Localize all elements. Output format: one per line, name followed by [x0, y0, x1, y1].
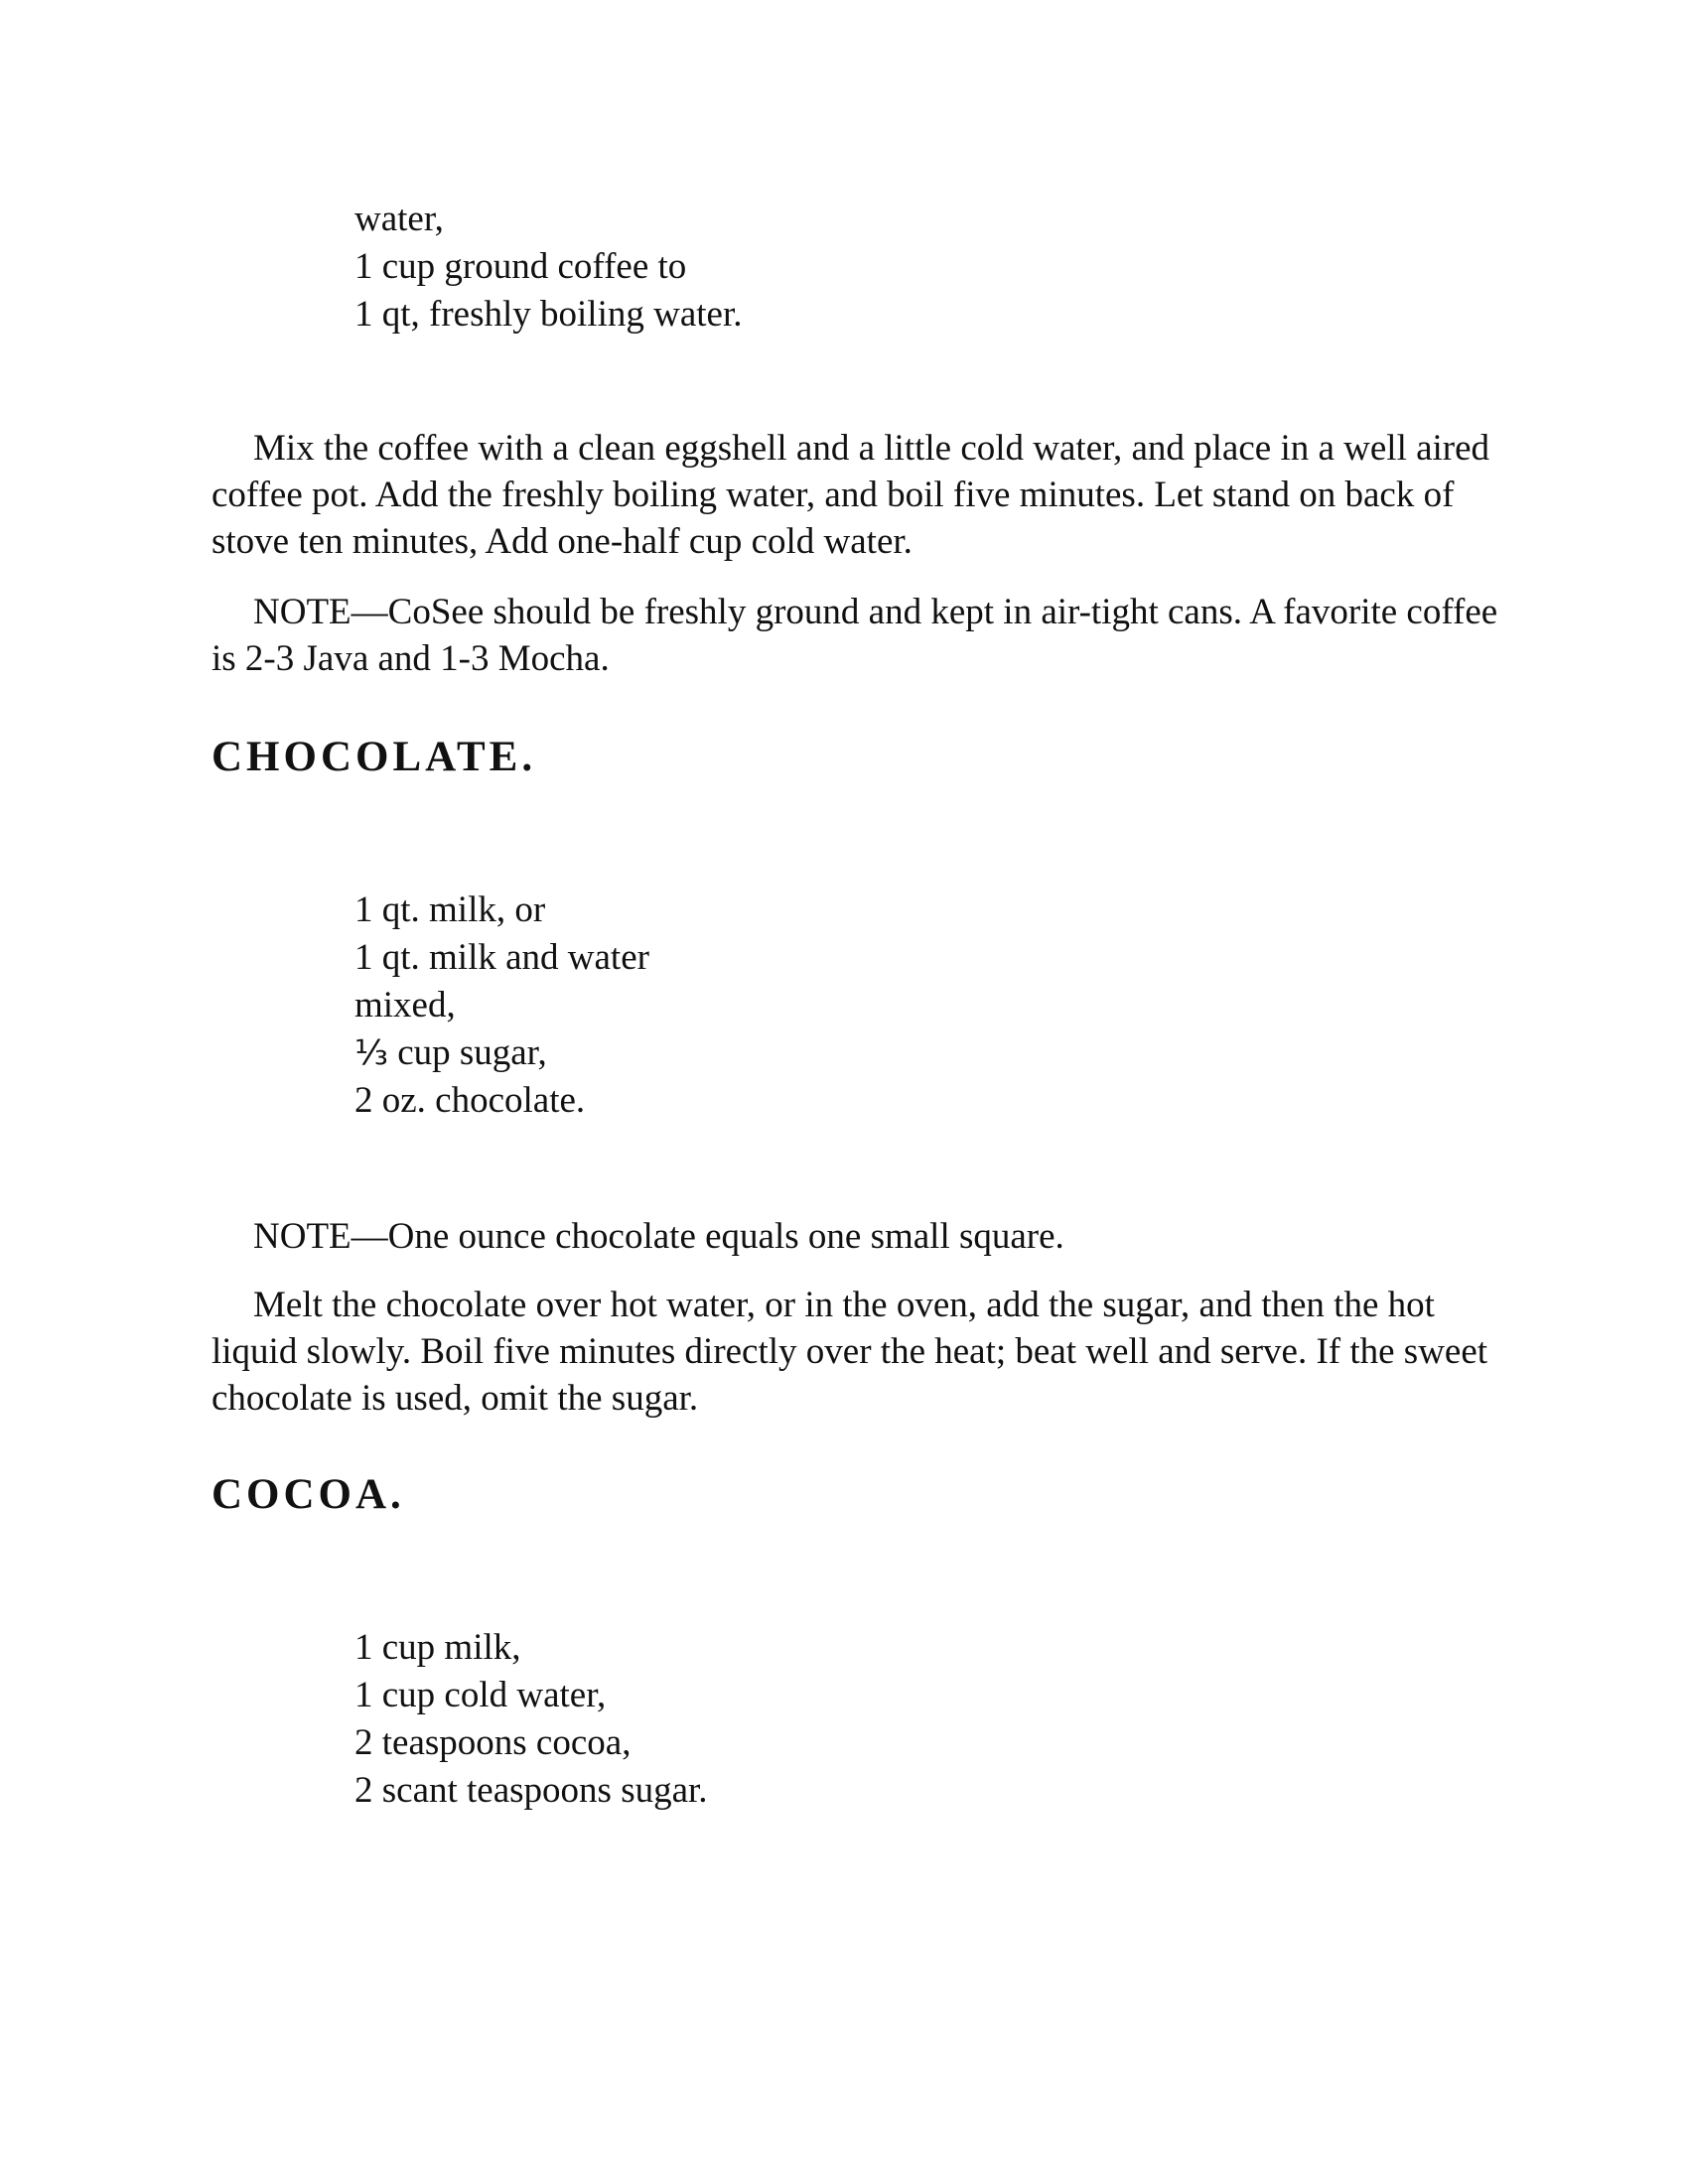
coffee-instructions: Mix the coffee with a clean eggshell and a little cold water, and place in a well aired coffee pot. Add the freshly boiling water, and boil five minutes. Let stand on back of stove ten minutes, Add one-half cup cold water. — [211, 428, 1490, 562]
chocolate-note: NOTE—One ounce chocolate equals one small square. — [253, 1216, 1064, 1257]
one-third-fraction: ⅓ — [354, 1033, 388, 1073]
ingredient-line: 1 qt, freshly boiling water. — [354, 294, 743, 335]
ingredient-line: water, — [354, 199, 444, 239]
ingredient-text: cup sugar, — [387, 1032, 547, 1073]
ingredient-line: 1 cup ground coffee to — [354, 246, 687, 287]
coffee-ingredient-list — [354, 196, 743, 339]
ingredient-line: 2 oz. chocolate. — [354, 1080, 586, 1121]
chocolate-ingredient-list — [354, 887, 649, 1125]
chocolate-instructions: Melt the chocolate over hot water, or in the oven, add the sugar, and then the hot liquid slowly. Boil five minutes directly over the heat; beat well and serve. If the sweet chocolate is used, omit the sugar. — [211, 1285, 1488, 1419]
ingredient-line: 2 teaspoons cocoa, — [354, 1722, 632, 1763]
ingredient-line: 1 qt. milk, or — [354, 889, 546, 930]
cocoa-heading: COCOA. — [211, 1471, 405, 1518]
coffee-note: NOTE—CoSee should be freshly ground and kept in air-tight cans. A favorite coffee is 2-3 Java and 1-3 Mocha. — [211, 592, 1498, 679]
ingredient-line: 1 qt. milk and water — [354, 937, 649, 978]
ingredient-line: 1 cup milk, — [354, 1627, 521, 1668]
ingredient-line: 1 cup cold water, — [354, 1675, 607, 1715]
ingredient-line: 2 scant teaspoons sugar. — [354, 1770, 708, 1811]
cocoa-ingredient-list — [354, 1624, 708, 1815]
ingredient-line — [354, 1029, 649, 1077]
ingredient-line: mixed, — [354, 985, 456, 1025]
chocolate-heading: CHOCOLATE. — [211, 734, 537, 780]
